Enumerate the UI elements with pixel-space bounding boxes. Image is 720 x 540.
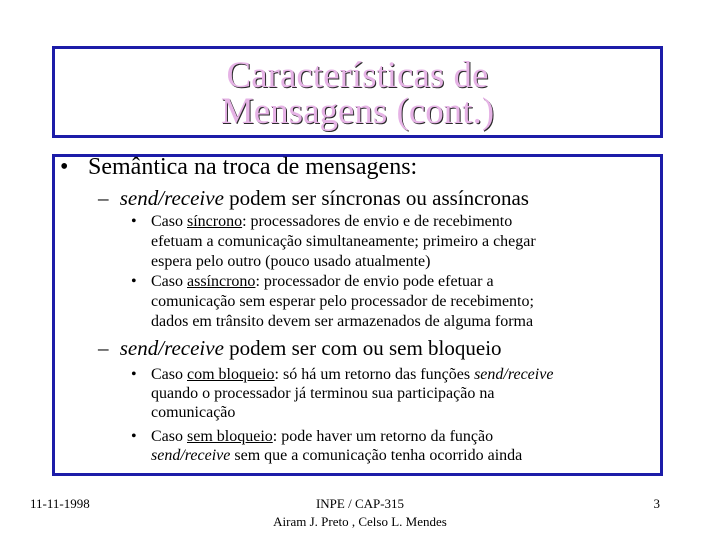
blocking-item-line-1 xyxy=(151,366,553,384)
async-line1-rest: : processador de envio pode efetuar a xyxy=(255,273,494,290)
blocking-prefix: Caso xyxy=(151,366,187,383)
async-keyword: assíncrono xyxy=(187,273,256,290)
async-item-line-3: dados em trânsito devem ser armazenados de alguma forma xyxy=(151,313,534,330)
sync-line1-rest: : processadores de envio e de recebimento xyxy=(242,213,513,230)
blocking-line1-rest: : só há um retorno das funções xyxy=(274,366,475,383)
section2-heading xyxy=(98,337,502,360)
dash-symbol: – xyxy=(98,336,109,360)
sub-bullet-symbol: • xyxy=(131,428,137,445)
blocking-item-line-3: comunicação xyxy=(151,404,236,421)
sync-item-line-1 xyxy=(151,213,512,231)
section1-rest: podem ser síncronas ou assíncronas xyxy=(223,186,529,210)
nonblocking-keyword: sem bloqueio xyxy=(187,428,273,445)
nonblocking-line1-rest: : pode haver um retorno da função xyxy=(272,428,494,445)
async-prefix: Caso xyxy=(151,273,187,290)
section2-term: send/receive xyxy=(119,336,224,360)
footer-course: INPE / CAP-315 xyxy=(315,496,405,511)
title-box xyxy=(52,46,663,138)
section2-rest: podem ser com ou sem bloqueio xyxy=(223,336,502,360)
sub-bullet-symbol: • xyxy=(131,366,137,383)
nonblocking-line2-term: send/receive xyxy=(151,447,231,464)
section1-heading xyxy=(98,187,529,210)
main-bullet-text: Semântica na troca de mensagens: xyxy=(88,154,418,180)
nonblocking-item-line-1 xyxy=(151,428,493,446)
sub-bullet-symbol: • xyxy=(131,213,137,230)
sync-prefix: Caso xyxy=(151,213,187,230)
nonblocking-item-line-2 xyxy=(151,447,522,465)
sync-item-line-3: espera pelo outro (pouco usado atualmente) xyxy=(151,253,431,270)
nonblocking-prefix: Caso xyxy=(151,428,187,445)
slide-title-line-2: Mensagens (cont.) xyxy=(220,91,495,132)
sync-item-line-2: efetuam a comunicação simultaneamente; primeiro a chegar xyxy=(151,233,536,250)
dash-symbol: – xyxy=(98,186,109,210)
nonblocking-line2-rest: sem que a comunicação tenha ocorrido ainda xyxy=(230,447,523,464)
footer-page-number: 3 xyxy=(653,496,660,511)
blocking-keyword: com bloqueio xyxy=(187,366,275,383)
sync-keyword: síncrono xyxy=(187,213,243,230)
async-item-line-1 xyxy=(151,273,494,291)
section1-term: send/receive xyxy=(119,186,224,210)
sub-bullet-symbol: • xyxy=(131,273,137,290)
blocking-line1-term: send/receive xyxy=(474,366,554,383)
blocking-item-line-2: quando o processador já terminou sua participação na xyxy=(151,385,495,402)
async-item-line-2: comunicação sem esperar pelo processador de recebimento; xyxy=(151,293,534,310)
slide-title-line-1: Características de xyxy=(226,55,489,96)
main-bullet-symbol: • xyxy=(60,154,69,180)
footer-date: 11-11-1998 xyxy=(30,496,90,511)
footer-authors: Airam J. Preto , Celso L. Mendes xyxy=(273,514,447,529)
